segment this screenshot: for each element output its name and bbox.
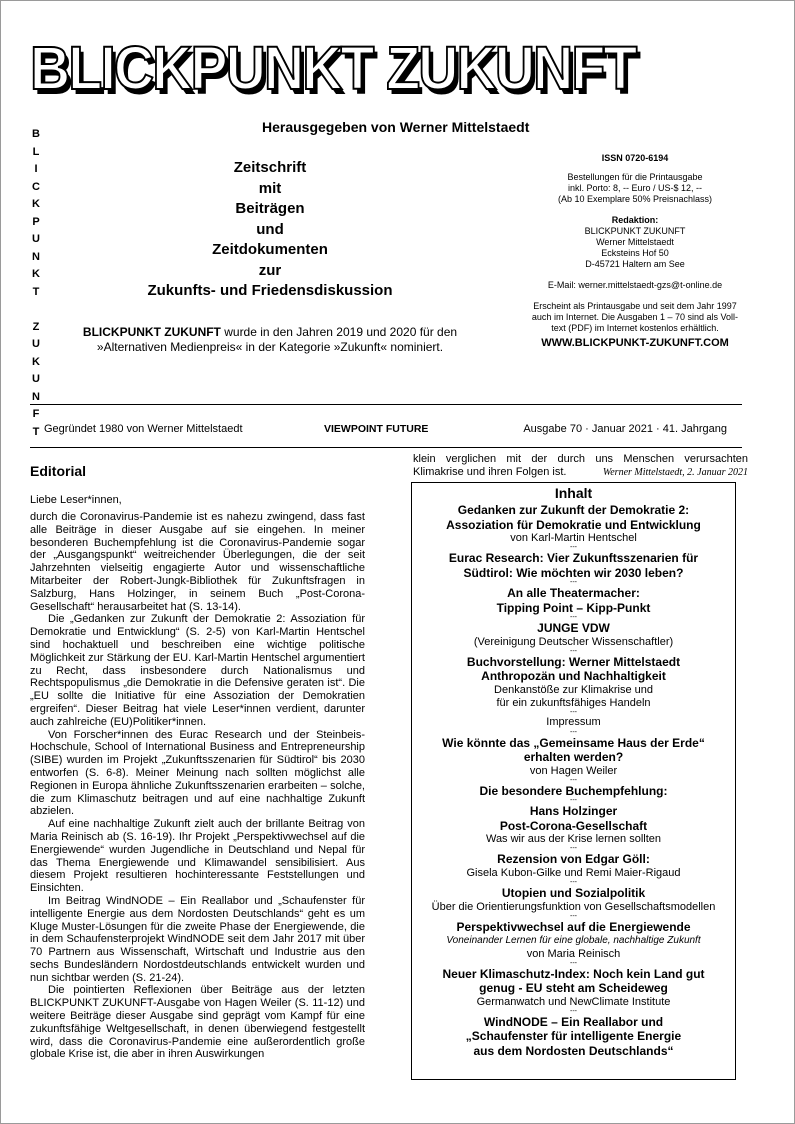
vertical-title-letter	[30, 301, 42, 319]
subtitle-line: Zukunfts- und Friedensdiskussion	[147, 282, 393, 299]
vertical-title-letter: F	[32, 408, 40, 420]
contents-entry-title: Tipping Point – Kipp-Punkt	[496, 600, 651, 615]
subtitle-line: Zeitdokumenten	[212, 241, 328, 258]
contents-entry-title: Gedanken zur Zukunft der Demokratie 2:	[457, 503, 690, 517]
contents-entry-title: Perspektivwechsel auf die Energiewende	[456, 919, 691, 934]
subtitle-line: Zeitschrift	[233, 159, 307, 176]
vertical-title-letter: N	[32, 250, 40, 263]
contents-separator: ---	[570, 728, 577, 736]
contents-entry-title: Eurac Research: Vier Zukunftsszenarien für	[448, 551, 699, 566]
contents-entry-detail: (Vereinigung Deutscher Wissenschaftler)	[473, 635, 674, 648]
contents-entry[interactable]	[412, 621, 735, 649]
contents-separator: ---	[570, 959, 577, 967]
editorial-greeting: Liebe Leser*innen,	[30, 494, 122, 506]
vertical-title-letter: Z	[32, 320, 40, 333]
contents-entry[interactable]	[412, 503, 735, 545]
vertical-title-letter: P	[32, 215, 40, 228]
contents-entry[interactable]	[412, 1015, 735, 1059]
vertical-title-letter: B	[32, 128, 40, 140]
contents-box	[411, 482, 736, 1080]
contents-entry-title: „Schaufenster für intelligente Energie	[465, 1029, 682, 1044]
vertical-title-letter: U	[32, 373, 40, 385]
internet-line-2: auch im Internet. Die Ausgaben 1 – 70 sind als Voll-	[531, 312, 739, 322]
contents-separator: ---	[570, 797, 577, 805]
award-name: BLICKPUNKT ZUKUNFT	[82, 325, 221, 339]
contents-separator: ---	[570, 709, 577, 717]
vertical-title-letter: K	[32, 198, 40, 210]
contents-entry-detail: Gisela Kubon-Gilke und Remi Maier-Rigaud	[466, 866, 681, 879]
contents-entry[interactable]	[412, 967, 735, 1009]
contents-entry-title: An alle Theatermacher:	[507, 586, 640, 601]
vertical-title-letter: L	[32, 145, 40, 158]
contents-separator: ---	[570, 579, 577, 587]
order-line-3: (Ab 10 Exemplare 50% Preisnachlass)	[557, 194, 713, 204]
vertical-title-letter: U	[32, 233, 40, 245]
contents-entry[interactable]	[412, 716, 735, 729]
vertical-title-letter: K	[32, 268, 40, 280]
contents-entry-detail: Impressum	[546, 716, 601, 729]
contents-entry-detail: Was wir aus der Krise lernen sollten	[485, 833, 662, 846]
contents-entry-detail: für ein zukunftsfähiges Handeln	[496, 697, 651, 710]
editorial-paragraph: Die „Gedanken zur Zukunft der Demokratie 2: Assoziation für Demokratie und Entwicklung“ (S. 2-5) von Karl-Martin Hentschel sind hochaktuell und beschreiben eine wichtige politische Möglichkeit zur Stärkung der EU. Karl-Martin Hentschel argumentiert zu Recht, dass insbesondere durch Nationalismus und Rechtspopulismus „die Demokratie in die Defensive geraten ist“. Die „EU sollte die Initiative für eine Assoziation der Demokratien ergreifen“. Dieser Beitrag hat viele Leser*innen verdient, darunter auch zahlreiche (EU)Politiker*innen.	[30, 613, 365, 728]
issue-text: Ausgabe 70 · Januar 2021 · 41. Jahrgang	[523, 423, 727, 435]
redaktion-label: Redaktion:	[611, 215, 659, 225]
contents-entry[interactable]	[412, 655, 735, 710]
contents-entry-title: WindNODE – Ein Reallabor und	[483, 1014, 664, 1029]
viewpoint-text: VIEWPOINT FUTURE	[324, 423, 429, 435]
contents-entry-title: Wie könnte das „Gemeinsame Haus der Erde“	[442, 735, 705, 750]
contents-entry-title: JUNGE VDW	[537, 621, 610, 636]
contents-separator: ---	[570, 845, 577, 853]
continuation-text: klein verglichen mit der durch uns Menschen verursachten Klimakrise und ihren Folgen ist.	[413, 453, 748, 478]
contents-entry-title: Assoziation für Demokratie und Entwicklung	[446, 517, 701, 532]
contents-entry[interactable]	[412, 551, 735, 580]
award-note	[60, 325, 480, 355]
contents-entry-detail: Germanwatch und NewClimate Institute	[476, 995, 671, 1008]
editorial-continuation	[413, 453, 748, 480]
award-text-2: »Alternativen Medienpreis« in der Kategorie »Zukunft« nominiert.	[96, 340, 444, 354]
editorial-body	[30, 511, 365, 1061]
subtitle-line: zur	[258, 261, 282, 279]
founded-text: Gegründet 1980 von Werner Mittelstaedt	[44, 423, 243, 435]
contents-entry-title: Hans Holzinger	[529, 804, 618, 819]
contents-entry-title: Rezension von Edgar Göll:	[497, 852, 650, 867]
contents-entry-title: aus dem Nordosten Deutschlands“	[473, 1043, 674, 1058]
editorial-heading: Editorial	[30, 463, 87, 479]
contents-entry-title: Die besondere Buchempfehlung:	[479, 783, 668, 798]
editorial-paragraph: Auf eine nachhaltige Zukunft zielt auch der brillante Beitrag von Maria Reinisch ab (S. 16-19). Ihr Projekt „Perspektivwechsel auf die Energiewende“ wurden Jugendliche in Deutschland und Nepal für das Thema Energiewende und Klimawandel sensibilisiert. Aus diesem Projekt resultieren hochinteressante Feststellungen und Einsichten.	[30, 818, 365, 895]
contents-entry-title: Post-Corona-Gesellschaft	[499, 818, 648, 833]
rule-top	[30, 404, 742, 405]
redaktion-line-2: Werner Mittelstaedt	[596, 237, 674, 247]
contents-entry-detail: von Maria Reinisch	[526, 947, 621, 960]
order-line-2: inkl. Porto: 8, -- Euro / US-$ 12, --	[567, 183, 703, 193]
contents-separator: ---	[570, 776, 577, 784]
redaktion-line-1: BLICKPUNKT ZUKUNFT	[584, 226, 686, 236]
contents-entry-title: genug - EU steht am Scheideweg	[479, 981, 668, 996]
contents-entry-subtitle: Voneinander Lernen für eine globale, nachhaltige Zukunft	[446, 935, 701, 947]
redaktion-line-3: Ecksteins Hof 50	[601, 248, 669, 258]
contents-entry-title: Buchvorstellung: Werner Mittelstaedt	[466, 654, 681, 669]
contents-entry-detail: Denkanstöße zur Klimakrise und	[494, 683, 653, 696]
contents-separator: ---	[570, 1007, 577, 1015]
contents-entry-title: Neuer Klimaschutz-Index: Noch kein Land gut	[442, 966, 705, 981]
editorial-paragraph: Von Forscher*innen des Eurac Research und der Steinbeis-Hochschule, School of International Business and Entrepreneurship (SIBE) wurden im Projekt „Zukunftsszenarien für Südtirol“ bis 2030 entworfen (S. 6-8). Meiner Meinung nach sollten möglichst alle Regionen in Europa ähnliche Zukunftsszenarien erarbeiten – solche, die zum Klimaschutz beitragen und auf eine nachhaltige Zukunft abzielen.	[30, 728, 365, 818]
vertical-title-letter: U	[32, 338, 40, 350]
vertical-title-letter: T	[32, 425, 40, 438]
award-text-1: wurde in den Jahren 2019 und 2020 für den	[220, 325, 458, 339]
contents-entry-title: erhalten werden?	[523, 750, 624, 765]
subtitle	[130, 158, 410, 302]
masthead-title: BLICKPUNKT ZUKUNFT	[30, 34, 636, 102]
contents-entry[interactable]	[412, 804, 735, 846]
contents-entry[interactable]	[412, 852, 735, 880]
signature: Werner Mittelstaedt, 2. Januar 2021	[602, 466, 748, 478]
editorial-paragraph: Die pointierten Reflexionen über Beiträge aus der letzten BLICKPUNKT ZUKUNFT-Ausgabe von Hagen Weiler (S. 11-12) und weitere Beiträge dieser Ausgabe sind geprägt vom Kampf für eine zukunftsfähige Weltgesellschaft, in denen überwiegend festgestellt wird, dass die Coronavirus-Pandemie eine außerordentlich große globale Krise ist, die aber in ihren Auswirkungen	[30, 984, 365, 1061]
contents-entry-detail: von Karl-Martin Hentschel	[510, 532, 637, 544]
redaktion-line-4: D-45721 Haltern am See	[585, 259, 685, 269]
subtitle-line: mit	[258, 179, 282, 197]
issue-line	[44, 423, 727, 437]
contents-separator: ---	[570, 647, 577, 655]
internet-line-3: text (PDF) im Internet kostenlos erhältlich.	[551, 323, 719, 333]
subtitle-line: und	[256, 220, 284, 238]
contents-separator: ---	[570, 912, 577, 920]
email[interactable]: E-Mail: werner.mittelstaedt-gzs@t-online.de	[547, 280, 723, 290]
contents-title: Inhalt	[554, 485, 593, 501]
contents-separator: ---	[570, 614, 577, 622]
editorial-paragraph: Im Beitrag WindNODE – Ein Reallabor und „Schaufenster für intelligente Energie aus dem Nordosten Deutschlands“ geht es um Kluge Muster-Lösungen für die zweite Phase der Energiewende, die in dem Schaufensterprojekt WindNODE seit dem Jahr 2017 mit über 70 Partnern aus Wissenschaft, Wirtschaft und Industrie aus den sechs Bundesländern Nordostdeutschlands entwickelt wurden und nun sichtbar werden (S. 21-24).	[30, 894, 365, 984]
contents-entry[interactable]	[412, 586, 735, 615]
contents-entry[interactable]	[412, 784, 735, 799]
editorial-paragraph: durch die Coronavirus-Pandemie ist es nahezu zwingend, dass fast alle Beiträge in dieser Ausgabe auf sie eingehen. In meiner besonderen Buchempfehlung ist die Coronavirus-Pandemie sogar der „Ausgangspunkt“ weitreichender Überlegungen, die der seit Jahrzehnten vielseitig engagierte Autor und wissenschaftliche Mitarbeiter der Robert-Jungk-Bibliothek für Zukunftsfragen in Salzburg, Hans Holzinger, in seinem Buch „Post-Corona-Gesellschaft“ herausarbeitet hat (S. 13-14).	[30, 511, 365, 613]
contents-entry-title: Utopien und Sozialpolitik	[501, 886, 646, 901]
contents-entry-title: Anthropozän und Nachhaltigkeit	[481, 669, 666, 684]
contents-entry[interactable]	[412, 886, 735, 914]
contents-separator: ---	[570, 544, 577, 552]
vertical-title-letter: N	[32, 390, 40, 403]
editor-line: Herausgegeben von Werner Mittelstaedt	[262, 119, 530, 135]
contents-entry-detail: von Hagen Weiler	[529, 764, 618, 777]
contents-separator: ---	[570, 879, 577, 887]
contents-entry[interactable]	[412, 920, 735, 961]
subtitle-line: Beiträgen	[235, 200, 305, 217]
vertical-title-letter: K	[32, 355, 40, 368]
contents-entry-detail: Über die Orientierungsfunktion von Gesellschaftsmodellen	[431, 900, 716, 913]
contents-entry-title: Südtirol: Wie möchten wir 2030 leben?	[463, 565, 684, 580]
vertical-title	[30, 126, 42, 441]
info-box	[515, 153, 755, 349]
rule-bottom	[30, 447, 742, 448]
website-link[interactable]: WWW.BLICKPUNKT-ZUKUNFT.COM	[541, 337, 729, 349]
vertical-title-letter: T	[32, 285, 40, 298]
order-line-1: Bestellungen für die Printausgabe	[567, 172, 703, 182]
vertical-title-letter: C	[32, 180, 40, 193]
issn: ISSN 0720-6194	[601, 153, 669, 163]
internet-line-1: Erscheint als Printausgabe und seit dem Jahr 1997	[533, 301, 737, 311]
contents-entry[interactable]	[412, 736, 735, 778]
vertical-title-letter: I	[34, 163, 38, 175]
